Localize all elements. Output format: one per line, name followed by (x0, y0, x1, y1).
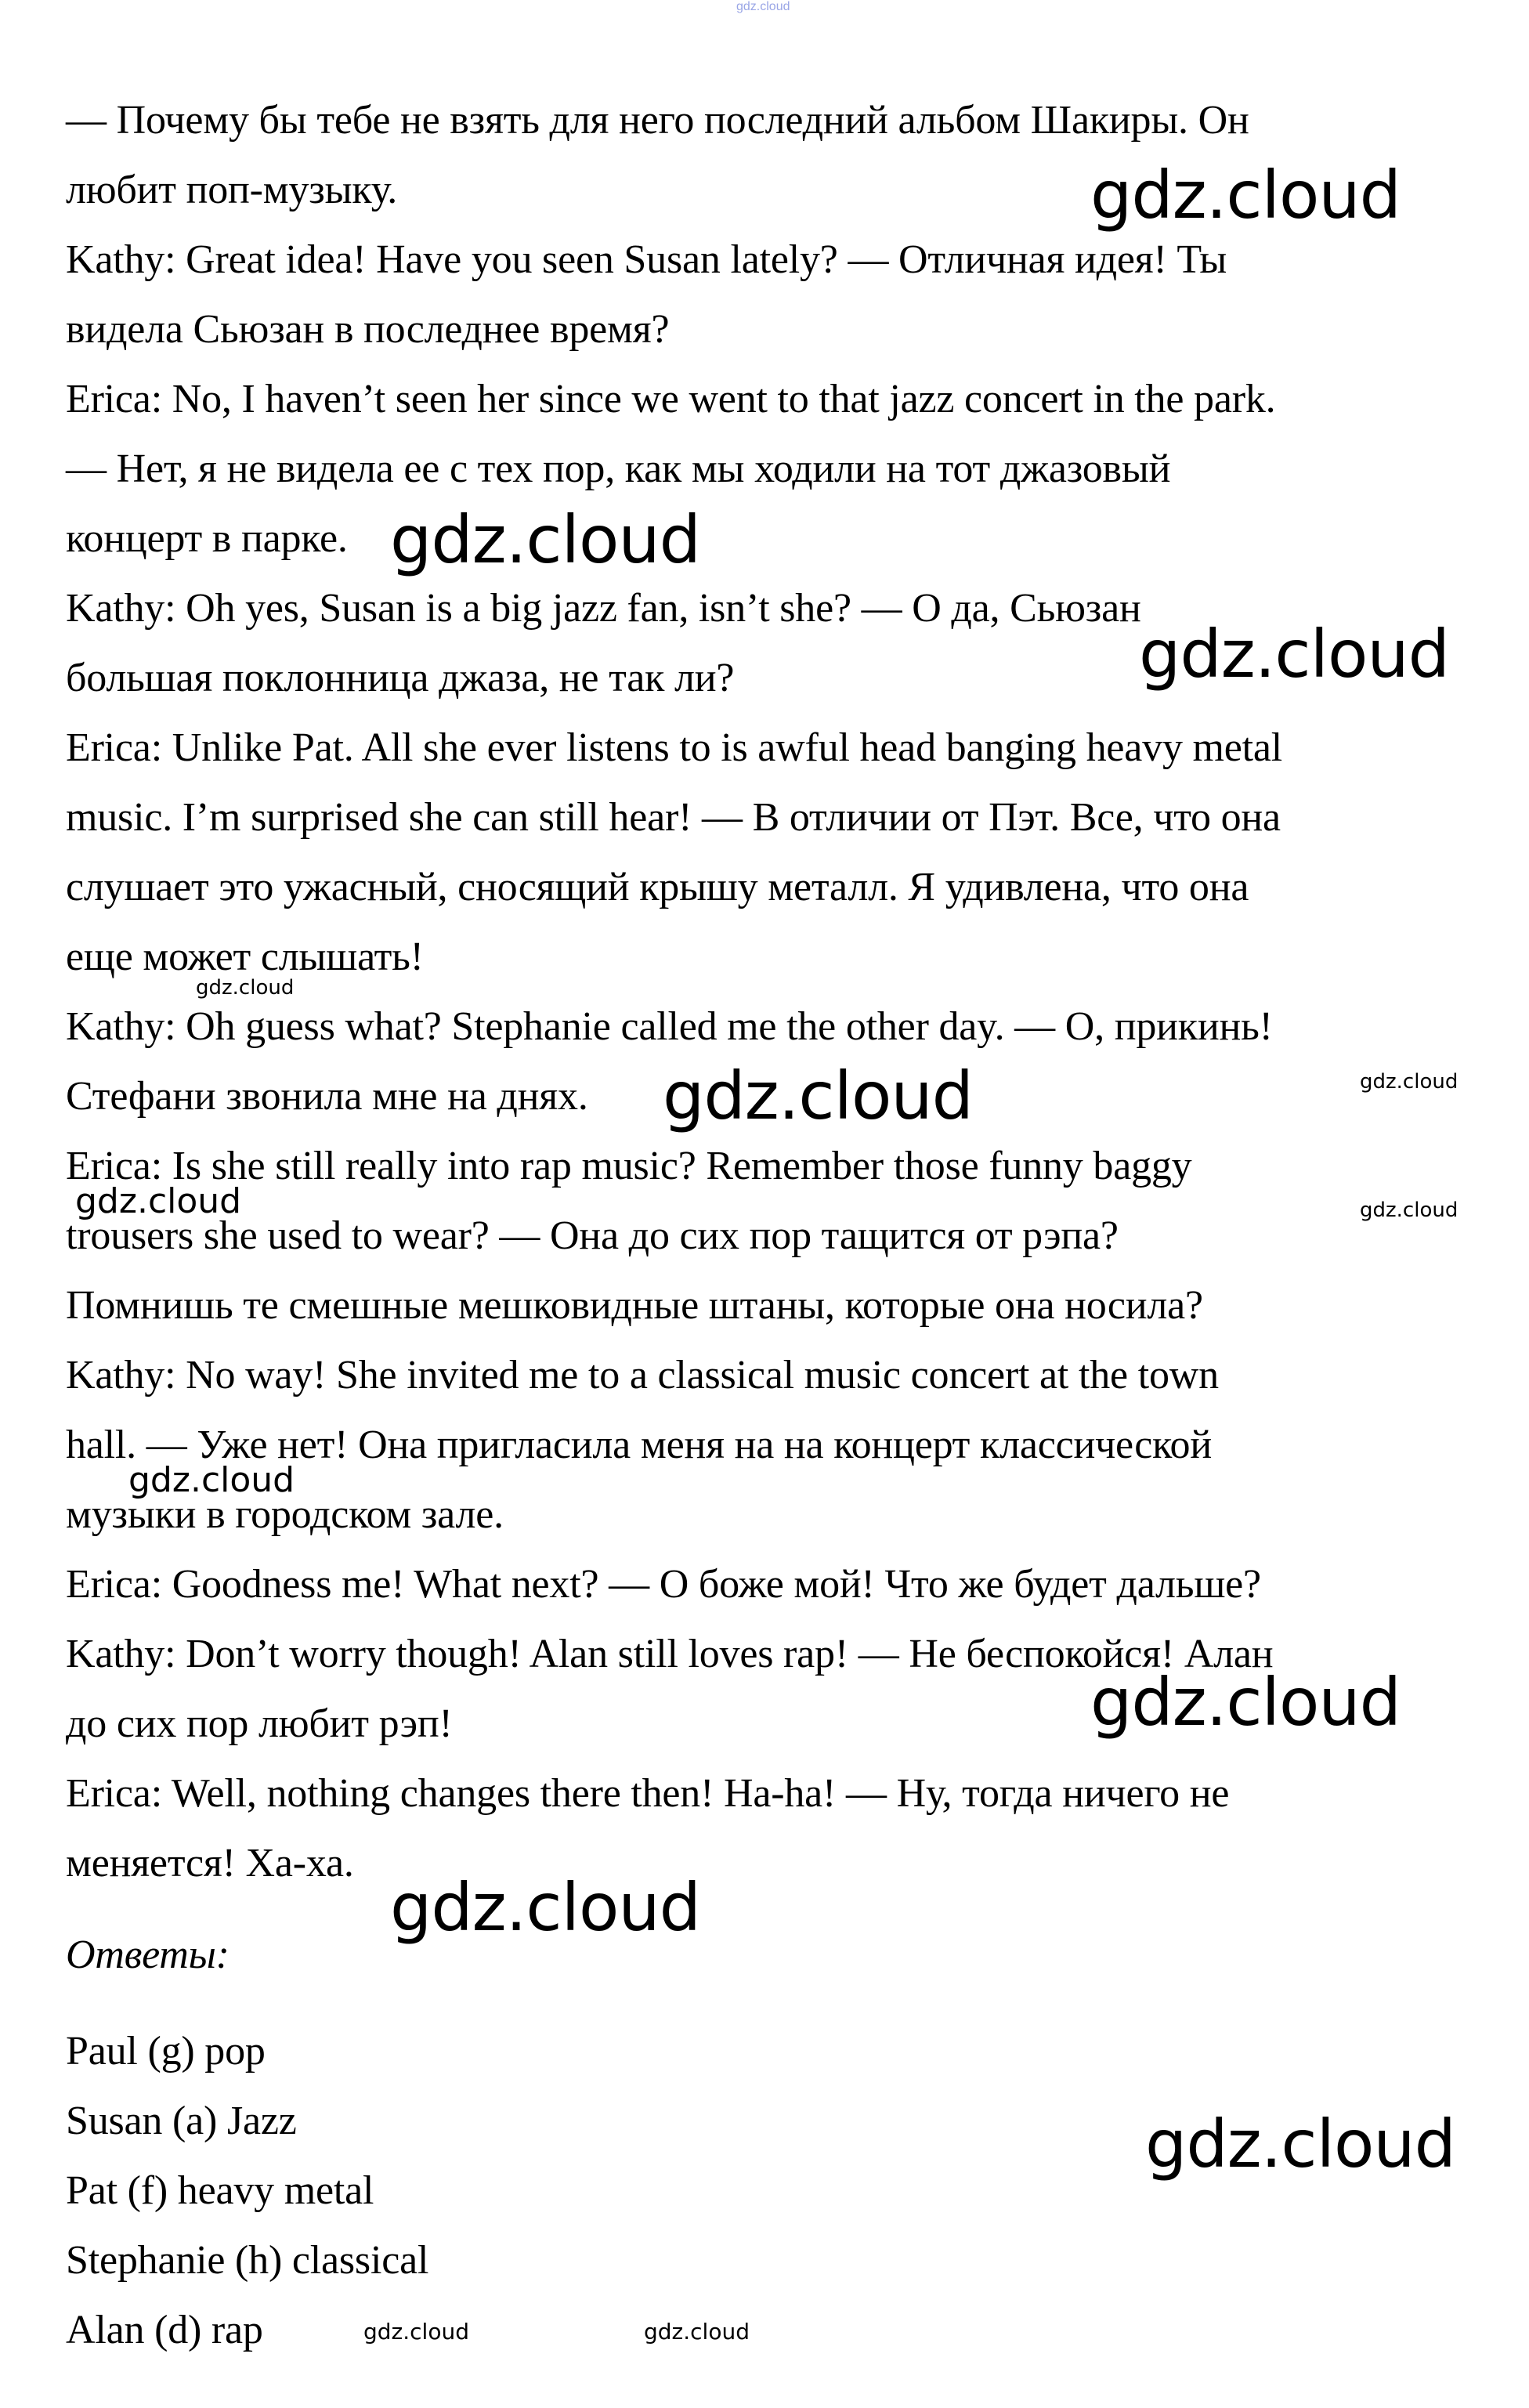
dialogue-line: Помнишь те смешные мешковидные штаны, которые она носила? (66, 1283, 1203, 1328)
watermark: gdz.cloud (1360, 1199, 1459, 1222)
answer-item: Susan (a) Jazz (66, 2099, 297, 2143)
watermark: gdz.cloud (390, 1869, 700, 1946)
dialogue-line: music. I’m surprised she can still hear! — В отличии от Пэт. Все, что она (66, 795, 1281, 840)
watermark: gdz.cloud (1360, 1070, 1459, 1094)
dialogue-line: Erica: Goodness me! What next? — О боже мой! Что же будет дальше? (66, 1562, 1261, 1607)
dialogue-line: до сих пор любит рэп! (66, 1701, 453, 1746)
answers-heading: Ответы: (66, 1933, 230, 1977)
dialogue-line: слушает это ужасный, сносящий крышу металл. Я удивлена, что она (66, 865, 1249, 909)
dialogue-line: Erica: No, I haven’t seen her since we went to that jazz concert in the park. (66, 377, 1276, 421)
dialogue-line: Erica: Is she still really into rap music? Remember those funny baggy (66, 1144, 1192, 1188)
dialogue-line: концерт в парке. (66, 516, 348, 561)
dialogue-line: Kathy: No way! She invited me to a classical music concert at the town (66, 1353, 1219, 1397)
header-watermark: gdz.cloud (736, 0, 790, 13)
watermark: gdz.cloud (196, 976, 295, 1000)
watermark: gdz.cloud (1145, 2106, 1455, 2182)
answer-item: Pat (f) heavy metal (66, 2168, 374, 2213)
dialogue-line: Kathy: Great idea! Have you seen Susan lately? — Отличная идея! Ты (66, 237, 1227, 282)
watermark: gdz.cloud (1090, 157, 1401, 233)
dialogue-line: любит поп-музыку. (66, 168, 398, 212)
watermark: gdz.cloud (1139, 616, 1449, 692)
dialogue-line: Стефани звонила мне на днях. (66, 1074, 588, 1119)
dialogue-line: Erica: Unlike Pat. All she ever listens to is awful head banging heavy metal (66, 725, 1283, 770)
dialogue-line: видела Сьюзан в последнее время? (66, 307, 670, 352)
answer-item: Alan (d) rap (66, 2308, 263, 2352)
watermark: gdz.cloud (363, 2319, 469, 2345)
watermark: gdz.cloud (390, 501, 700, 578)
dialogue-line: еще может слышать! (66, 935, 424, 979)
dialogue-line: — Почему бы тебе не взять для него последний альбом Шакиры. Он (66, 98, 1249, 143)
dialogue-line: hall. — Уже нет! Она пригласила меня на на концерт классической (66, 1423, 1212, 1467)
dialogue-line: музыки в городском зале. (66, 1492, 504, 1537)
watermark: gdz.cloud (644, 2319, 750, 2345)
dialogue-line: Kathy: Oh yes, Susan is a big jazz fan, isn’t she? — О да, Сьюзан (66, 586, 1141, 631)
dialogue-line: Kathy: Don’t worry though! Alan still loves rap! — Не беспокойся! Алан (66, 1632, 1274, 1676)
dialogue-line: Erica: Well, nothing changes there then! Ha-ha! — Ну, тогда ничего не (66, 1771, 1230, 1816)
dialogue-line: — Нет, я не видела ее с тех пор, как мы ходили на тот джазовый (66, 447, 1171, 491)
dialogue-line: trousers she used to wear? — Она до сих пор тащится от рэпа? (66, 1213, 1119, 1258)
watermark: gdz.cloud (128, 1460, 295, 1500)
dialogue-line: Kathy: Oh guess what? Stephanie called me the other day. — О, прикинь! (66, 1004, 1273, 1049)
watermark: gdz.cloud (1090, 1664, 1401, 1741)
answer-item: Paul (g) pop (66, 2029, 266, 2074)
watermark: gdz.cloud (663, 1058, 973, 1134)
answer-item: Stephanie (h) classical (66, 2238, 429, 2283)
dialogue-line: меняется! Ха-ха. (66, 1841, 354, 1886)
dialogue-line: большая поклонница джаза, не так ли? (66, 656, 735, 700)
watermark: gdz.cloud (75, 1181, 242, 1221)
